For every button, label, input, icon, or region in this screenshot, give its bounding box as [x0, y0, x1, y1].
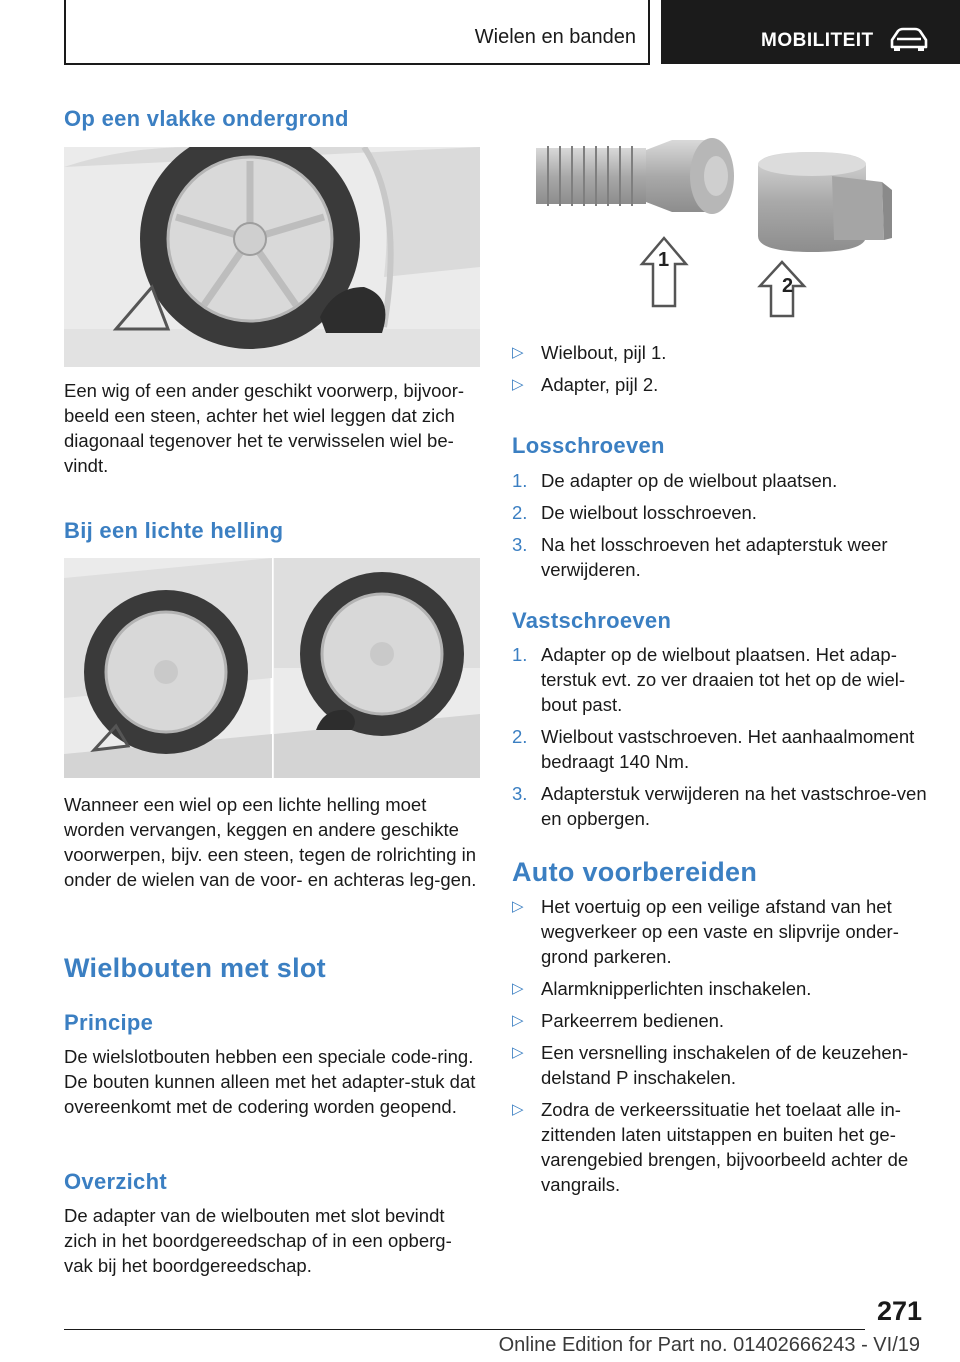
- list-item: 3. Na het losschroeven het adapterstuk weer verwijderen.: [512, 534, 888, 580]
- bolt-adapter-illustration: [512, 106, 932, 328]
- bullet-triangle-icon: ▷: [512, 376, 524, 393]
- paragraph-flat-ground: Een wig of een ander geschikt voorwerp, bijvoor-beeld een steen, achter het wiel leggen dat zich diagonaal tegenover het te verwisselen wiel be-vindt.: [64, 380, 465, 476]
- list-item: ▷ Alarmknipperlichten inschakelen.: [512, 978, 812, 999]
- list-item: ▷ Wielbout, pijl 1.: [512, 342, 667, 363]
- adapter-shape: [758, 152, 892, 252]
- bullet-triangle-icon: ▷: [512, 980, 524, 997]
- footer-rule: [64, 1329, 865, 1330]
- heading-slight-slope: Bij een lichte helling: [64, 518, 284, 543]
- paragraph-principle: De wielslotbouten hebben een speciale code-ring. De bouten kunnen alleen met het adapter-stuk dat overeenkomt met de codering worden geopend.: [64, 1046, 476, 1117]
- figure-bolt-adapter: [512, 106, 932, 328]
- list-item: 2. Wielbout vastschroeven. Het aanhaalmoment bedraagt 140 Nm.: [512, 726, 915, 772]
- slope-illustration: [64, 558, 480, 778]
- bullet-triangle-icon: ▷: [512, 344, 524, 361]
- tighten-steps: [512, 642, 932, 831]
- heading-principle: Principe: [64, 1010, 154, 1035]
- edition-note: Online Edition for Part no. 01402666243 - VI/19: [498, 1334, 920, 1356]
- wheel-bolt-shape: [536, 138, 734, 214]
- list-item: ▷ Parkeerrem bedienen.: [512, 1010, 725, 1031]
- heading-flat-ground: Op een vlakke ondergrond: [64, 106, 349, 131]
- bullet-triangle-icon: ▷: [512, 898, 524, 915]
- prepare-list: [512, 894, 932, 1197]
- list-item: 1. Adapter op de wielbout plaatsen. Het adap-terstuk evt. zo ver draaien tot het op de wiel-bout past.: [512, 644, 906, 715]
- list-item: ▷ Zodra de verkeerssituatie het toelaat alle in-zittenden laten uitstappen en buiten het ge-varengebied brengen, bijvoorbeeld achter de vangrails.: [512, 1099, 909, 1195]
- heading-lock-bolts: Wielbouten met slot: [64, 953, 326, 983]
- heading-prepare-car: Auto voorbereiden: [512, 857, 758, 887]
- list-item: 2. De wielbout losschroeven.: [512, 502, 757, 523]
- list-item: ▷ Adapter, pijl 2.: [512, 374, 659, 395]
- figure-slope: [64, 558, 480, 778]
- list-item: ▷ Een versnelling inschakelen of de keuzehen-delstand P inschakelen.: [512, 1042, 909, 1088]
- heading-tighten: Vastschroeven: [512, 608, 672, 633]
- figure-flat-ground: [64, 147, 480, 367]
- paragraph-slope: Wanneer een wiel op een lichte helling moet worden vervangen, keggen en andere geschikte voorwerpen, bijv. een steen, tegen de rolrichting in onder de wielen van de voor- en achteras leg-gen.: [64, 794, 477, 890]
- chapter-label: MOBILITEIT: [761, 30, 874, 51]
- page-number: 271: [876, 1296, 922, 1326]
- list-item: 1. De adapter op de wielbout plaatsen.: [512, 470, 838, 491]
- bullet-triangle-icon: ▷: [512, 1101, 524, 1118]
- heading-loosen: Losschroeven: [512, 433, 665, 458]
- bullet-triangle-icon: ▷: [512, 1044, 524, 1061]
- bullet-triangle-icon: ▷: [512, 1012, 524, 1029]
- chapter-tab[interactable]: [661, 0, 960, 64]
- header-section-title: Wielen en banden: [474, 26, 636, 48]
- car-icon: [889, 26, 929, 52]
- heading-overview: Overzicht: [64, 1169, 167, 1194]
- list-item: 3. Adapterstuk verwijderen na het vastschroe-ven en opbergen.: [512, 783, 927, 829]
- figure-label-1: 1: [658, 249, 670, 271]
- list-item: ▷ Het voertuig op een veilige afstand van het wegverkeer op een vaste en slipvrije onder-grond parkeren.: [512, 896, 899, 967]
- header-rule-mid: [648, 0, 650, 64]
- parts-list: [512, 340, 932, 397]
- header-rule-bottom: [64, 63, 650, 65]
- paragraph-overview: De adapter van de wielbouten met slot bevindt zich in het boordgereedschap of in een opberg-vak bij het boordgereedschap.: [64, 1205, 452, 1276]
- loosen-steps: [512, 468, 932, 582]
- figure-label-2: 2: [782, 275, 794, 297]
- wheel-wedge-illustration: [64, 147, 480, 367]
